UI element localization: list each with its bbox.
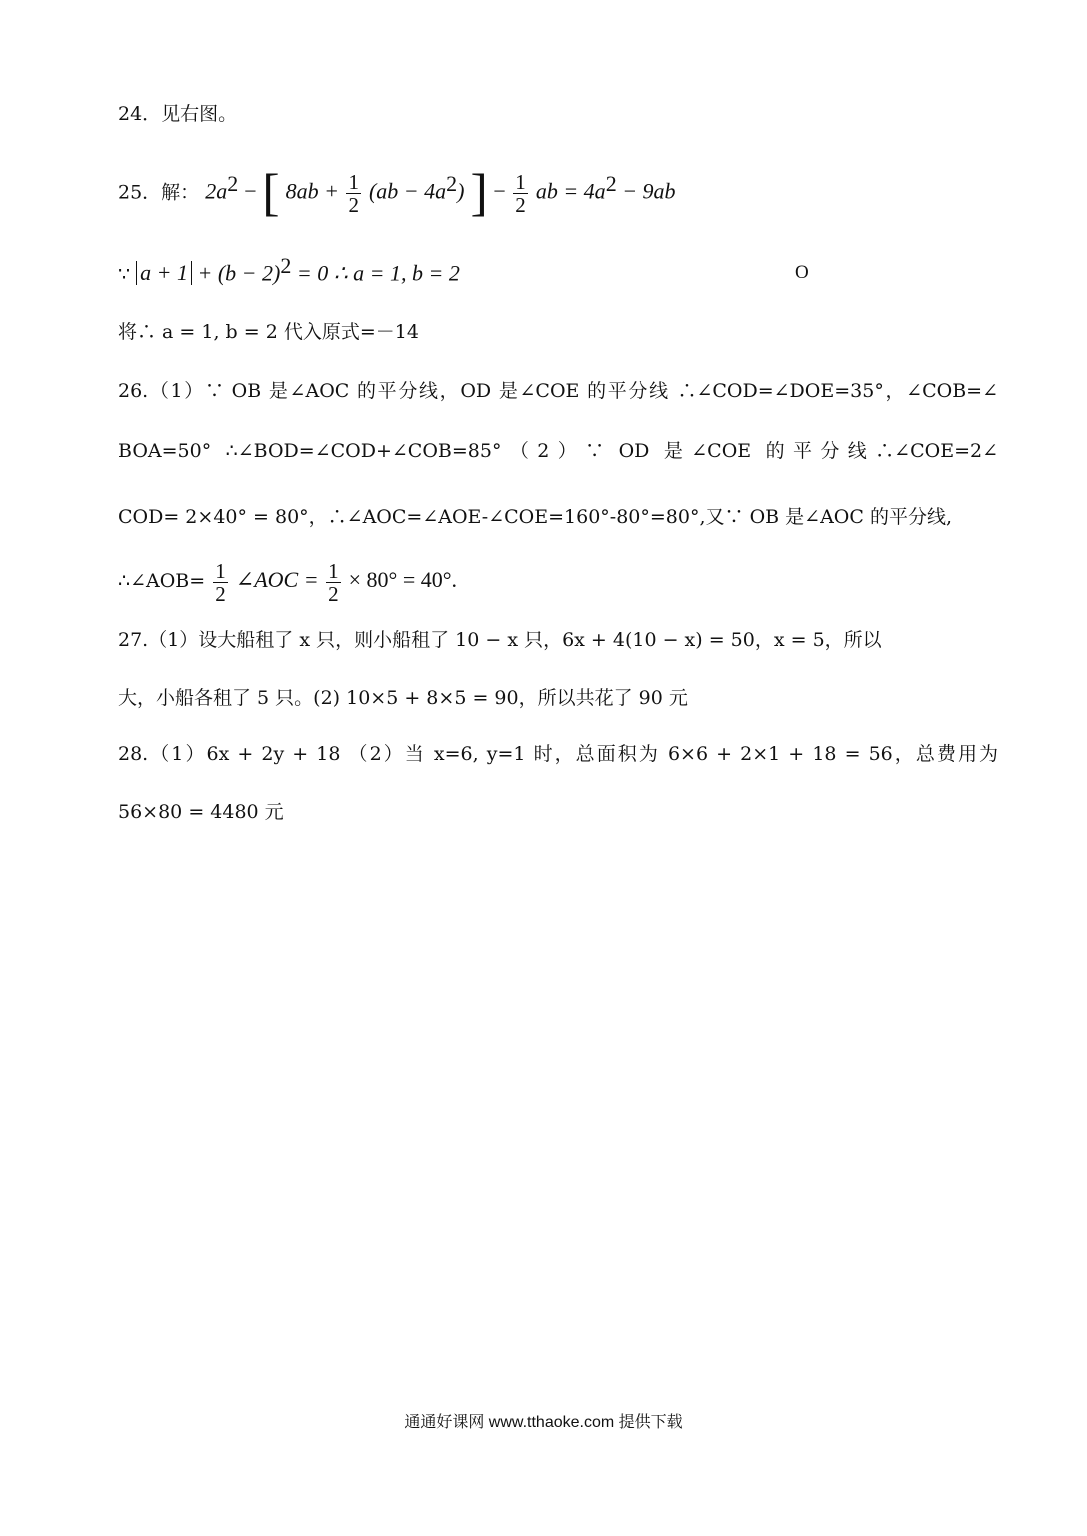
fraction-half-2: $\frac{1}{2}$ xyxy=(515,169,526,217)
absolute-value: a + 1 xyxy=(136,261,192,285)
answer-25-condition: ∵ $a + 1 + (b - 2)^2 = 0$ ∴ a = 1, b = 2 xyxy=(118,253,460,286)
fraction-half-4: $\frac{1}{2}$ xyxy=(328,558,339,606)
answer-26-line4: ∴∠AOB= $\frac{1}{2}$ ∠AOC = $\frac{1}{2}$ × 80° = 40°. xyxy=(118,558,458,606)
fraction-half-3: $\frac{1}{2}$ xyxy=(215,558,226,606)
answer-27-line2: 大，小船各租了 5 只。(2) 10×5 + 8×5 = 90，所以共花了 90 元 xyxy=(118,687,688,709)
answer-27-line1: 27.（1）设大船租了 x 只，则小船租了 10 − x 只，6x + 4(10 − x) = 50，x = 5，所以 xyxy=(118,629,882,651)
left-bracket: [ xyxy=(262,164,280,222)
answer-25-prefix: 25．解： xyxy=(118,181,200,204)
answer-25-expression: 25．解： $2a^2$ − [ 8ab + $\frac{1}{2}$ $(ab - 4a^2)$ ] − $\frac{1}{2}$ ab = $4a^2 - 9ab$ xyxy=(118,164,676,222)
right-bracket: ] xyxy=(470,164,488,222)
answer-24: 24．见右图。 xyxy=(118,103,238,125)
answer-26-line2: BOA=50° ∴∠BOD=∠COD+∠COB=85°（2）∵ OD 是∠COE 的平分线∴∠COE=2∠ xyxy=(118,440,998,462)
answer-25-substitute: 将∴ a = 1, b = 2 代入原式=－14 xyxy=(118,321,419,343)
answer-28-line1: 28.（1）6x + 2y + 18 （2）当 x=6, y=1 时，总面积为 6×6 + 2×1 + 18 = 56，总费用为 xyxy=(118,743,998,765)
figure-label-o: O xyxy=(795,262,809,283)
answer-28-line2: 56×80 = 4480 元 xyxy=(118,801,284,823)
answer-26-line1: 26.（1）∵ OB 是∠AOC 的平分线，OD 是∠COE 的平分线 ∴∠COD=∠DOE=35°，∠COB=∠ xyxy=(118,380,998,402)
answer-26-line3: COD= 2×40° = 80°，∴∠AOC=∠AOE-∠COE=160°-80°=80°,又∵ OB 是∠AOC 的平分线, xyxy=(118,506,952,528)
fraction-half: $\frac{1}{2}$ xyxy=(348,169,359,217)
footer-source: 通通好课网 www.tthaoke.com 提供下载 xyxy=(404,1414,683,1431)
